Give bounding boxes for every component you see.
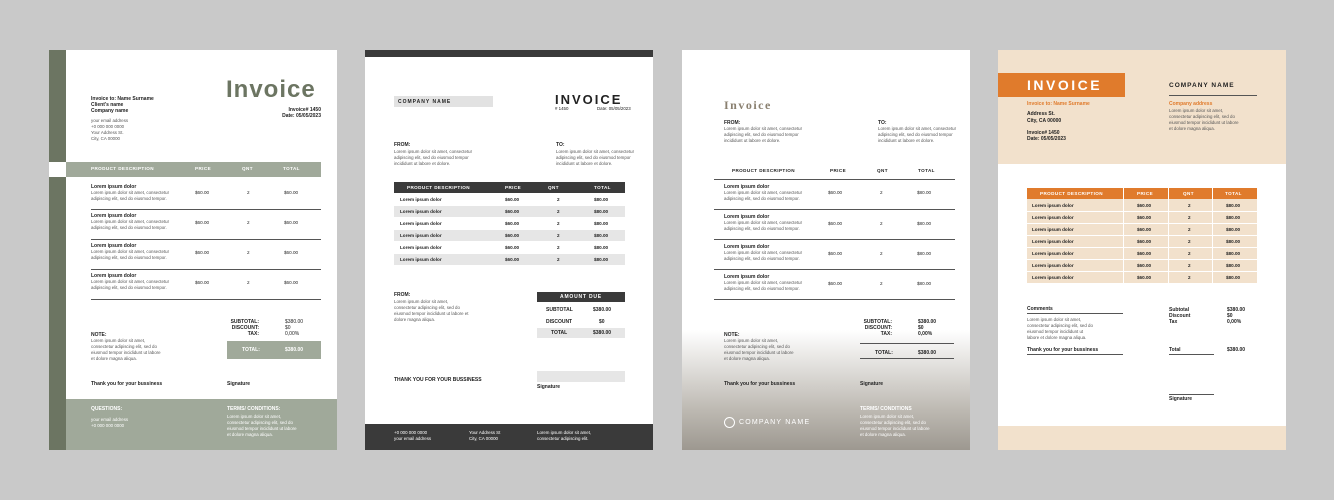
signature-label: Signature: [1169, 396, 1193, 402]
header-total: TOTAL: [283, 166, 300, 171]
item-total: $80.00: [594, 221, 609, 226]
invoice-template-peach: [998, 50, 1286, 450]
invoice-template-dark: [365, 50, 653, 450]
tax-label: TAX:: [247, 331, 259, 337]
subtotal-value: $380.00: [593, 307, 612, 313]
item-price: $60.00: [1137, 251, 1152, 256]
item-total: $80.00: [1226, 239, 1241, 244]
subtotal-value: $380.00: [285, 319, 304, 325]
item-qty: 2: [247, 220, 250, 225]
tax-value: 0,00%: [1227, 319, 1242, 325]
invoice-title: INVOICE: [555, 92, 623, 107]
item-desc: Lorem ipsum dolor sit amet, consectetur adipiscing elit, sed do eiusmod tempor.: [91, 279, 170, 290]
row-divider: [1027, 211, 1257, 212]
row-divider: [714, 209, 955, 210]
tax-label: TAX:: [880, 331, 892, 337]
discount-label: DISCOUNT: [546, 319, 573, 325]
discount-label: DISCOUNT:: [864, 325, 892, 331]
thanks-text: THANK YOU FOR YOUR BUSSINESS: [394, 377, 482, 383]
to-label: TO:: [878, 120, 887, 126]
footer-address: Your Address St City, CA 00000: [469, 430, 501, 441]
header-qty: QNT: [548, 185, 559, 190]
item-price: $60.00: [1137, 215, 1152, 220]
item-name: Lorem ipsum dolor: [724, 184, 770, 190]
item-total: $60.00: [284, 190, 299, 195]
total-value: $380.00: [593, 330, 612, 336]
subtotal-label: SUBTOTAL:: [230, 319, 259, 325]
company-name: COMPANY NAME: [398, 99, 452, 105]
discount-value: $0: [1227, 313, 1233, 319]
item-qty: 2: [1188, 263, 1191, 268]
item-qty: 2: [557, 221, 560, 226]
item-desc: Lorem ipsum dolor sit amet, consectetur adipiscing elit, sed do eiusmod tempor.: [724, 250, 803, 261]
questions-label: QUESTIONS:: [91, 406, 123, 412]
company-address: Lorem ipsum dolor sit amet, consectetur adipiscing elit, sed do eiusmod tempor incididunt ut labore et dolore magna aliqua.: [1169, 108, 1239, 131]
item-total: $80.00: [594, 233, 609, 238]
company-name: COMPANY NAME: [739, 419, 811, 426]
item-total: $80.00: [917, 190, 932, 195]
item-price: $60.00: [1137, 239, 1152, 244]
item-desc: Lorem ipsum dolor sit amet, consectetur adipiscing elit, sed do eiusmod tempor.: [724, 280, 803, 291]
from-label: FROM:: [394, 142, 411, 148]
address: Address St. City, CA 00000: [1027, 111, 1062, 124]
item-total: $80.00: [1226, 215, 1241, 220]
subtotal-label: SUBTOTAL:: [863, 319, 892, 325]
subtotal-value: $380.00: [1227, 307, 1246, 313]
item-total: $80.00: [1226, 203, 1241, 208]
company-logo-icon: [724, 417, 735, 428]
total-label: TOTAL: [551, 330, 568, 336]
footer-contact: +0 000 000 0000 your email address: [394, 430, 432, 441]
invoice-template-grey: [682, 50, 970, 450]
item-qty: 2: [1188, 251, 1191, 256]
row-divider: [91, 269, 321, 270]
item-total: $80.00: [594, 257, 609, 262]
from2-label: FROM:: [394, 292, 411, 298]
total-divider-top: [860, 343, 954, 344]
item-name: Lorem ipsum dolor: [400, 197, 442, 202]
item-qty: 2: [247, 250, 250, 255]
item-desc: Lorem ipsum dolor sit amet, consectetur adipiscing elit, sed do eiusmod tempor.: [724, 190, 803, 201]
item-price: $60.00: [505, 221, 520, 226]
row-divider: [714, 299, 955, 300]
header-price: PRICE: [195, 166, 212, 171]
item-qty: 2: [557, 197, 560, 202]
invoice-number: Invoice# 1450: [1027, 130, 1060, 136]
item-qty: 2: [557, 245, 560, 250]
item-name: Lorem ipsum dolor: [1032, 227, 1074, 232]
terms-label: TERMS/ CONDITIONS: [860, 406, 912, 412]
terms-text: Lorem ipsum dolor sit amet, consectetur adipiscing elit, sed do eiusmod tempor incididunt ut labore et dolore magna aliqua.: [227, 414, 297, 437]
item-name: Lorem ipsum dolor: [1032, 203, 1074, 208]
item-qty: 2: [1188, 239, 1191, 244]
item-price: $60.00: [828, 190, 843, 195]
item-price: $60.00: [195, 190, 210, 195]
item-total: $80.00: [594, 197, 609, 202]
note-label: NOTE:: [724, 332, 740, 338]
item-name: Lorem ipsum dolor: [1032, 251, 1074, 256]
note-label: NOTE:: [91, 332, 107, 338]
item-price: $60.00: [505, 245, 520, 250]
item-qty: 2: [557, 257, 560, 262]
row-divider: [91, 299, 321, 300]
discount-value: $0: [918, 325, 924, 331]
company-address-label: Company address: [1169, 101, 1213, 107]
from-text: Lorem ipsum dolor sit amet, consectetur adipiscing elit, sed do eiusmod tempor incididunt ut labore et dolore.: [724, 126, 803, 143]
item-total: $80.00: [594, 209, 609, 214]
header-divider: [714, 179, 955, 180]
row-divider: [1027, 235, 1257, 236]
note-text: Lorem ipsum dolor sit amet, consectetur adipiscing elit, sed do eiusmod tempor incididunt ut labore et dolore magna aliqua.: [724, 338, 794, 361]
from-text: Lorem ipsum dolor sit amet, consectetur adipiscing elit, sed do eiusmod tempor incididunt ut labore et dolore.: [394, 149, 473, 166]
tax-value: 0,00%: [285, 331, 300, 337]
item-qty: 2: [880, 190, 883, 195]
total-divider: [1169, 354, 1214, 355]
thanks-text: Thank you for your bussiness: [91, 381, 163, 387]
item-qty: 2: [880, 281, 883, 286]
to-text: Lorem ipsum dolor sit amet, consectetur adipiscing elit, sed do eiusmod tempor incididunt ut labore et dolore.: [878, 126, 957, 143]
header-qty: QNT: [877, 168, 888, 173]
invoice-date: Date: 05/05/2023: [597, 106, 631, 111]
from2-text: Lorem ipsum dolor sit amet, consectetur adipiscing elit, sed do eiusmod tempor incididunt ut labore et dolore magna aliqua.: [394, 299, 469, 322]
questions-phone: +0 000 000 0000: [91, 423, 125, 428]
invoice-to: Invoice to: Name Surname: [1027, 101, 1090, 107]
header-total: TOTAL: [594, 185, 611, 190]
item-price: $60.00: [505, 209, 520, 214]
header-total: TOTAL: [918, 168, 935, 173]
to-text: Lorem ipsum dolor sit amet, consectetur adipiscing elit, sed do eiusmod tempor incididunt ut labore et dolore.: [556, 149, 635, 166]
invoice-template-sage: [49, 50, 337, 450]
header-description: PRODUCT DESCRIPTION: [91, 166, 154, 171]
total-value: $380.00: [918, 350, 937, 356]
total-label: Total: [1169, 347, 1181, 353]
note-text: Lorem ipsum dolor sit amet, consectetur adipiscing elit, sed do eiusmod tempor incididunt ut labore et dolore magna aliqua.: [91, 338, 161, 361]
thanks-divider: [1027, 354, 1123, 355]
comments-text: Lorem ipsum dolor sit amet, consectetur adipiscing elit, sed do eiusmod tempor incididunt ut labore et dolore magna aliqua.: [1027, 317, 1093, 340]
discount-value: $0: [599, 319, 605, 325]
top-bar: [365, 50, 653, 57]
item-name: Lorem ipsum dolor: [400, 221, 442, 226]
invoice-date: Date: 05/05/2023: [1027, 136, 1066, 142]
discount-label: Discount: [1169, 313, 1191, 319]
item-price: $60.00: [1137, 203, 1152, 208]
thanks-text: Thank you for your bussiness: [724, 381, 796, 387]
header-description: PRODUCT DESCRIPTION: [407, 185, 470, 190]
item-qty: 2: [1188, 203, 1191, 208]
company-name: Company name: [91, 108, 129, 114]
invoice-number: Invoice# 1450: [288, 107, 321, 113]
item-name: Lorem ipsum dolor: [400, 209, 442, 214]
item-qty: 2: [880, 221, 883, 226]
item-total: $80.00: [1226, 251, 1241, 256]
item-total: $80.00: [917, 221, 932, 226]
thanks-text: Thank you for your bussiness: [1027, 347, 1099, 353]
row-divider: [91, 209, 321, 210]
header-price: PRICE: [505, 185, 522, 190]
item-qty: 2: [1188, 215, 1191, 220]
item-price: $60.00: [195, 220, 210, 225]
subtotal-label: SUBTOTAL: [546, 307, 573, 313]
subtotal-value: $380.00: [918, 319, 937, 325]
total-value: $380.00: [1227, 347, 1246, 353]
total-label: TOTAL:: [875, 350, 893, 356]
address: Your Address St. City, CA 00000: [91, 130, 124, 141]
item-total: $80.00: [1226, 263, 1241, 268]
invoice-date: Date: 05/05/2023: [282, 113, 321, 119]
item-name: Lorem ipsum dolor: [91, 184, 137, 190]
item-total: $60.00: [284, 250, 299, 255]
item-price: $60.00: [505, 233, 520, 238]
item-total: $80.00: [917, 281, 932, 286]
item-price: $60.00: [828, 251, 843, 256]
signature-label: Signature: [537, 384, 561, 390]
company-name: COMPANY NAME: [1169, 82, 1235, 89]
item-name: Lorem ipsum dolor: [1032, 275, 1074, 280]
row-divider: [714, 269, 955, 270]
tax-value: 0,00%: [918, 331, 933, 337]
table-header-white-gap: [49, 162, 66, 177]
row-divider: [91, 239, 321, 240]
row-divider: [1027, 223, 1257, 224]
invoice-number: # 1450: [555, 106, 569, 111]
item-name: Lorem ipsum dolor: [1032, 239, 1074, 244]
item-price: $60.00: [828, 221, 843, 226]
item-total: $80.00: [1226, 227, 1241, 232]
item-price: $60.00: [1137, 263, 1152, 268]
total-label: TOTAL:: [242, 347, 260, 353]
discount-value: $0: [285, 325, 291, 331]
signature-label: Signature: [227, 381, 251, 387]
company-divider: [1169, 95, 1257, 96]
header-total: TOTAL: [1225, 191, 1242, 196]
item-total: $60.00: [284, 220, 299, 225]
header-description: PRODUCT DESCRIPTION: [732, 168, 795, 173]
item-total: $80.00: [1226, 275, 1241, 280]
terms-label: TERMS/ CONDITIONS:: [227, 406, 281, 412]
item-total: $80.00: [917, 251, 932, 256]
row-divider: [1027, 259, 1257, 260]
row-divider: [1027, 271, 1257, 272]
header-qty: QNT: [242, 166, 253, 171]
header-description: PRODUCT DESCRIPTION: [1040, 191, 1103, 196]
item-qty: 2: [247, 190, 250, 195]
item-price: $60.00: [505, 257, 520, 262]
item-price: $60.00: [1137, 227, 1152, 232]
invoice-title: INVOICE: [1027, 77, 1103, 93]
from-label: FROM:: [724, 120, 741, 126]
item-name: Lorem ipsum dolor: [724, 244, 770, 250]
row-divider: [714, 239, 955, 240]
item-name: Lorem ipsum dolor: [91, 213, 137, 219]
item-name: Lorem ipsum dolor: [400, 245, 442, 250]
signature-label: Signature: [860, 381, 884, 387]
header-qty: QNT: [1183, 191, 1194, 196]
item-total: $60.00: [284, 280, 299, 285]
invoice-title: Invoice: [226, 76, 316, 103]
item-name: Lorem ipsum dolor: [400, 233, 442, 238]
item-qty: 2: [557, 233, 560, 238]
questions-email: your email address: [91, 417, 129, 422]
sage-side-bar: [49, 50, 66, 450]
item-desc: Lorem ipsum dolor sit amet, consectetur adipiscing elit, sed do eiusmod tempor.: [91, 219, 170, 230]
item-price: $60.00: [195, 280, 210, 285]
signature-line: [1169, 394, 1214, 395]
tax-label: Tax: [1169, 319, 1178, 325]
item-name: Lorem ipsum dolor: [1032, 215, 1074, 220]
total-value: $380.00: [285, 347, 304, 353]
row-divider: [1027, 247, 1257, 248]
footer-text: Lorem ipsum dolor sit amet, consectetur adipiscing elit.: [537, 430, 592, 441]
item-name: Lorem ipsum dolor: [91, 243, 137, 249]
total-divider-bottom: [860, 358, 954, 359]
signature-box: [537, 371, 625, 382]
item-total: $80.00: [594, 245, 609, 250]
item-name: Lorem ipsum dolor: [91, 273, 137, 279]
amount-due-label: AMOUNT DUE: [560, 294, 602, 300]
item-price: $60.00: [1137, 275, 1152, 280]
item-name: Lorem ipsum dolor: [724, 274, 770, 280]
item-qty: 2: [880, 251, 883, 256]
to-label: TO:: [556, 142, 565, 148]
subtotal-label: Subtotal: [1169, 307, 1189, 313]
item-qty: 2: [1188, 227, 1191, 232]
header-price: PRICE: [1137, 191, 1154, 196]
discount-label: DISCOUNT:: [231, 325, 259, 331]
item-name: Lorem ipsum dolor: [400, 257, 442, 262]
item-qty: 2: [1188, 275, 1191, 280]
item-price: $60.00: [828, 281, 843, 286]
comments-label: Comments: [1027, 306, 1053, 312]
invoice-title: Invoice: [724, 98, 772, 112]
item-price: $60.00: [195, 250, 210, 255]
item-desc: Lorem ipsum dolor sit amet, consectetur adipiscing elit, sed do eiusmod tempor.: [91, 190, 170, 201]
item-name: Lorem ipsum dolor: [724, 214, 770, 220]
item-desc: Lorem ipsum dolor sit amet, consectetur adipiscing elit, sed do eiusmod tempor.: [724, 220, 803, 231]
item-qty: 2: [247, 280, 250, 285]
email: your email address: [91, 118, 129, 123]
terms-text: Lorem ipsum dolor sit amet, consectetur adipiscing elit, sed do eiusmod tempor incididunt ut labore et dolore magna aliqua.: [860, 414, 930, 437]
phone: +0 000 000 0000: [91, 124, 125, 129]
item-desc: Lorem ipsum dolor sit amet, consectetur adipiscing elit, sed do eiusmod tempor.: [91, 249, 170, 260]
comments-divider: [1027, 313, 1123, 314]
item-price: $60.00: [505, 197, 520, 202]
client-name: Client's name: [91, 102, 124, 108]
item-qty: 2: [557, 209, 560, 214]
header-price: PRICE: [830, 168, 847, 173]
invoice-to: Invoice to: Name Surname: [91, 96, 154, 102]
item-name: Lorem ipsum dolor: [1032, 263, 1074, 268]
